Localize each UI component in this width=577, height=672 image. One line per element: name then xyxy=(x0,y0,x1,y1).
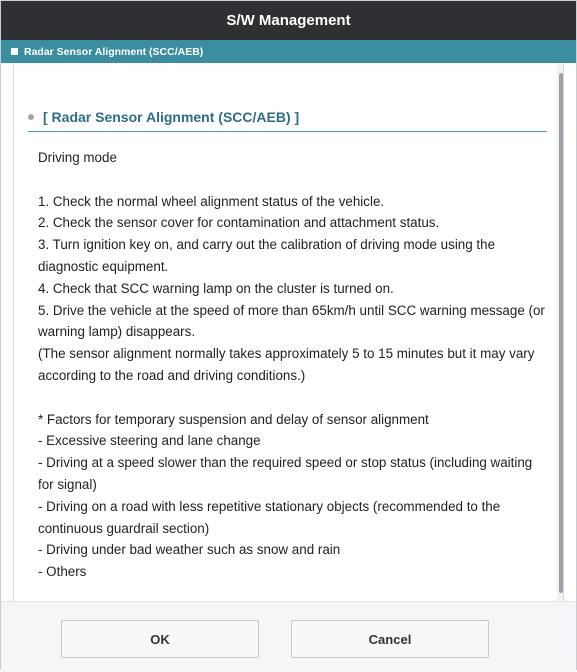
text-line: - Driving on a road with less repetitive stationary objects (recommended to the continuous guardrail section) xyxy=(38,498,501,536)
dialog-footer xyxy=(1,601,576,672)
text-line: 2. Check the sensor cover for contamination and attachment status. xyxy=(38,215,440,231)
dialog-subtitle-bar xyxy=(1,40,576,63)
text-line: - Others xyxy=(38,564,87,580)
text-line: - Driving at a speed slower than the required speed or stop status (including waiting for signal) xyxy=(38,455,533,492)
square-bullet-icon xyxy=(11,48,18,55)
text-line xyxy=(38,387,549,409)
dialog-title-bar xyxy=(1,1,576,40)
section-heading-text: [ Radar Sensor Alignment (SCC/AEB) ] xyxy=(43,109,300,125)
text-line: (The sensor alignment normally takes approximately 5 to 15 minutes but it may vary according to the road and driving conditions.) xyxy=(38,346,535,383)
cancel-button[interactable]: Cancel xyxy=(291,620,489,658)
text-line: * Factors for temporary suspension and delay of sensor alignment xyxy=(38,411,429,427)
text-line: 4. Check that SCC warning lamp on the cluster is turned on. xyxy=(38,280,394,296)
text-line: 3. Turn ignition key on, and carry out the calibration of driving mode using the diagnostic equipment. xyxy=(38,237,496,274)
text-line: 5. Drive the vehicle at the speed of more than 65km/h until SCC warning message (or warning lamp) disappears. xyxy=(38,302,545,340)
dialog-subtitle: Radar Sensor Alignment (SCC/AEB) xyxy=(24,45,204,58)
dot-bullet-icon xyxy=(28,114,34,120)
dialog-title: S/W Management xyxy=(226,12,351,29)
content-panel xyxy=(13,63,564,602)
text-line: - Driving under bad weather such as snow and rain xyxy=(38,542,341,558)
text-line: - Excessive steering and lane change xyxy=(38,433,261,449)
scrollbar-thumb[interactable] xyxy=(559,73,563,593)
scrollbar-track[interactable] xyxy=(557,63,563,601)
ok-button[interactable]: OK xyxy=(61,620,259,658)
instruction-text xyxy=(38,147,549,583)
text-line: Driving mode xyxy=(38,150,117,165)
text-line xyxy=(38,169,549,191)
section-heading xyxy=(28,103,547,132)
text-line: 1. Check the normal wheel alignment status of the vehicle. xyxy=(38,193,385,209)
